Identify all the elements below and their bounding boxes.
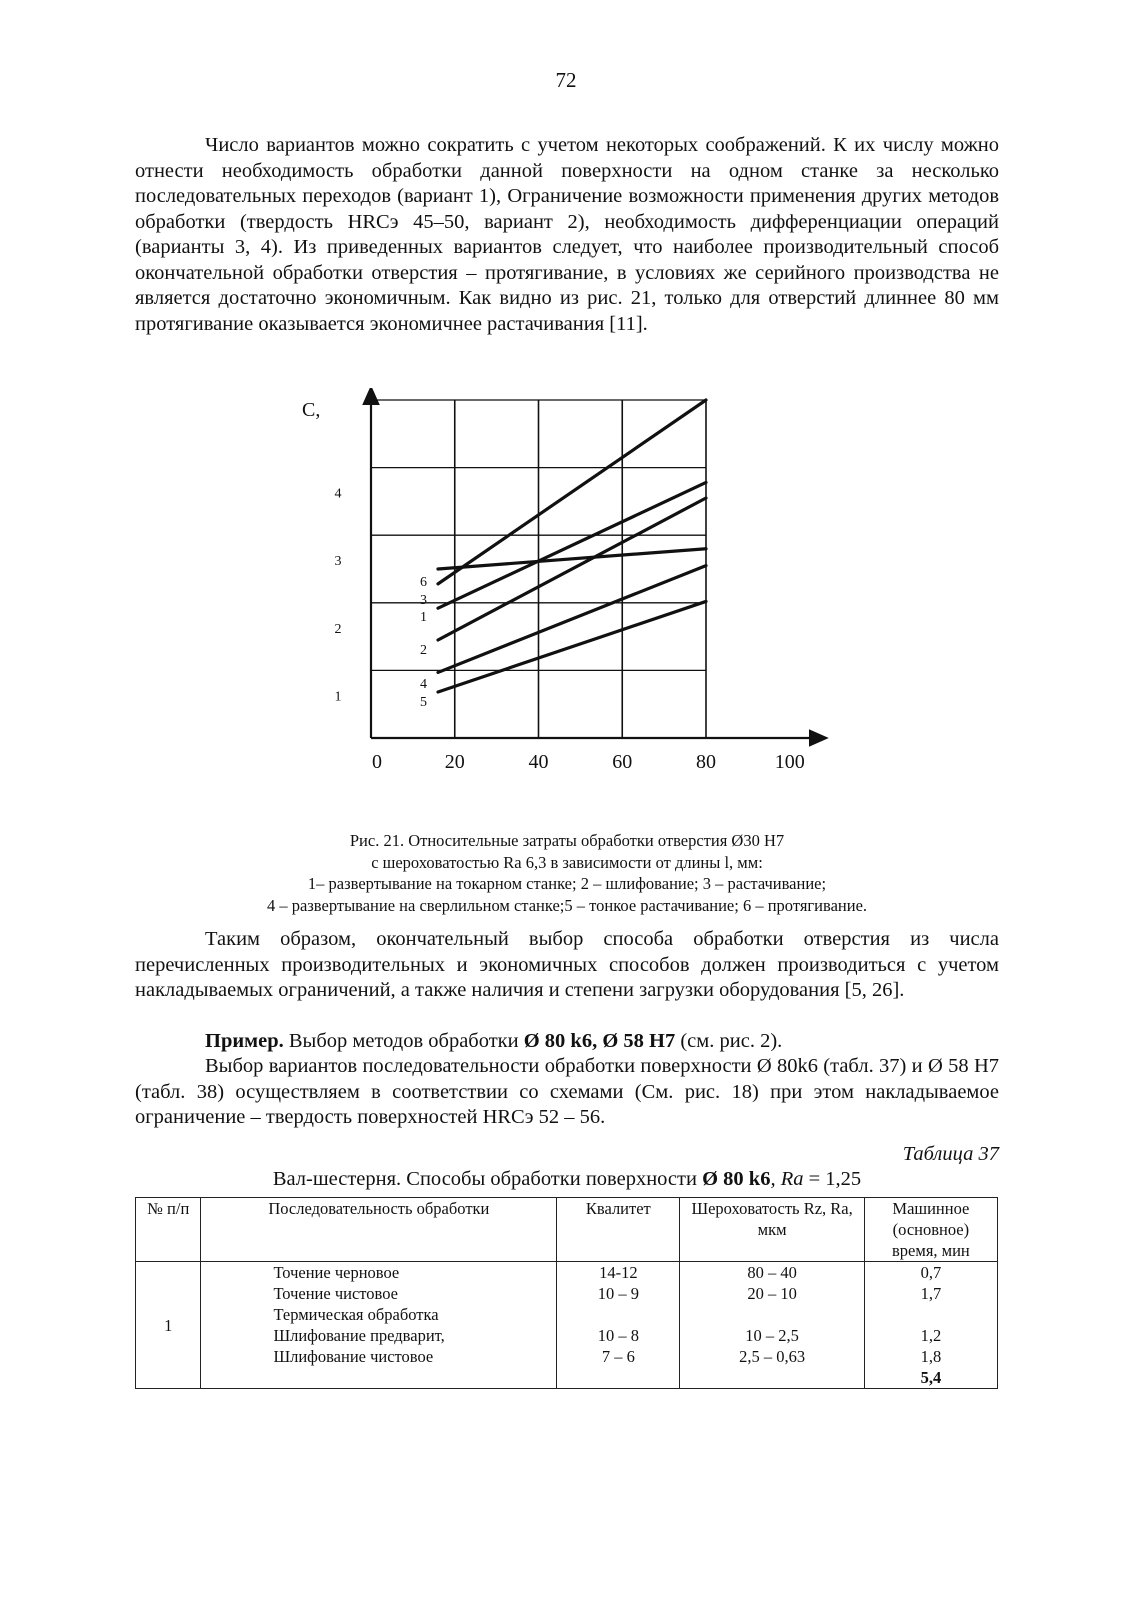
- caption-line-3: 1– развертывание на токарном станке; 2 – шлифование; 3 – растачивание;: [307, 874, 827, 893]
- x-tick-label-60: 60: [612, 751, 633, 773]
- series-label-6: 6: [420, 575, 427, 590]
- y-axis-label: С,: [302, 399, 321, 421]
- table-title-tail: = 1,25: [803, 1168, 862, 1190]
- step-1: Точение черновое: [273, 1263, 400, 1282]
- chart-series: [438, 400, 706, 692]
- time-3: [869, 1304, 993, 1325]
- series-line-3: [438, 400, 706, 584]
- caption-line-2: с шероховатостью Ra 6,3 в зависимости от длины l, мм:: [371, 852, 763, 872]
- roughness-4: 10 – 2,5: [745, 1326, 799, 1345]
- step-3: Термическая обработка: [273, 1305, 439, 1324]
- roughness-5: 2,5 – 0,63: [739, 1347, 806, 1366]
- series-label-3: 3: [420, 593, 427, 608]
- x-tick-label-40: 40: [528, 751, 549, 773]
- chart-labels: [302, 399, 805, 773]
- row-time: [864, 1262, 997, 1389]
- methods-table: [135, 1197, 998, 1389]
- table-header-row: [136, 1198, 998, 1262]
- roughness-3: [684, 1304, 859, 1325]
- y-tick-label-4: 4: [334, 486, 342, 502]
- table-title-italic: , Ra: [770, 1168, 804, 1190]
- y-tick-label-3: 3: [334, 554, 342, 570]
- x-tick-label-80: 80: [696, 751, 716, 773]
- table-row: [136, 1262, 998, 1389]
- time-4: 1,2: [920, 1326, 942, 1345]
- row-num: 1: [136, 1262, 201, 1389]
- time-5: 1,8: [920, 1347, 942, 1366]
- page-number: 72: [555, 68, 577, 92]
- series-label-1: 1: [420, 610, 427, 625]
- x-tick-label-20: 20: [444, 751, 465, 773]
- x-tick-label-100: 100: [774, 751, 805, 773]
- table-title-bold: Ø 80 k6: [702, 1168, 771, 1190]
- header-quality: Квалитет: [557, 1198, 680, 1262]
- roughness-2: 20 – 10: [747, 1284, 797, 1303]
- quality-5: 7 – 6: [601, 1347, 635, 1366]
- example-label: Пример.: [205, 1030, 284, 1052]
- table-title-text: Вал-шестерня. Способы обработки поверхности: [272, 1168, 703, 1190]
- paragraph-intro: Число вариантов можно сократить с учетом некоторых соображений. К их числу можно отнести необходимость обработки данной поверхности на одном станке за несколько последовательных переходов (вариант 1), Ограничение возможности применения других методов обработки (твердость HRCэ 45–50, вариант 2), необходимость дифференциации операций (варианты 3, 4). Из приведенных вариантов следует, что наиболее производительный способ окончательной обработки отверстия – протягивание, в условиях же серийного производства не является достаточно экономичным. Как видно из рис. 21, только для отверстий длиннее 80 мм протягивание оказывается экономичнее растачивания [11].: [135, 134, 999, 335]
- paragraph-example: [135, 1029, 999, 1055]
- step-2: Точение чистовое: [273, 1284, 398, 1303]
- series-label-5: 5: [420, 695, 427, 710]
- example-dimensions: Ø 80 k6, Ø 58 H7: [523, 1030, 676, 1052]
- example-text: Выбор методов обработки: [283, 1030, 524, 1052]
- time-2: 1,7: [920, 1284, 942, 1303]
- chart-svg: [280, 388, 840, 798]
- paragraph-variants: Выбор вариантов последовательности обработки поверхности Ø 80k6 (табл. 37) и Ø 58 H7 (табл. 38) осуществляем в соответствии со схемами (См. рис. 18) при этом накладываемое ограничение – твердость поверхностей HRCэ 52 – 56.: [135, 1055, 999, 1128]
- quality-3: [561, 1304, 675, 1325]
- paragraph-conclusion: Таким образом, окончательный выбор способа обработки отверстия из числа перечисленных производительных и экономичных способов должен производиться с учетом накладываемых ограничений, а также наличия и степени загрузки оборудования [5, 26].: [135, 928, 999, 1001]
- series-line-1: [438, 482, 706, 608]
- y-tick-label-1: 1: [334, 689, 342, 705]
- series-line-5: [438, 601, 706, 692]
- table-label: Таблица 37: [902, 1143, 999, 1165]
- example-tail: (см. рис. 2).: [675, 1030, 783, 1052]
- caption-line-4: 4 – развертывание на сверлильном станке;5 – тонкое растачивание; 6 – протягивание.: [266, 895, 868, 915]
- series-line-6: [438, 549, 706, 569]
- y-tick-label-2: 2: [334, 621, 342, 637]
- header-num: № п/п: [136, 1198, 201, 1262]
- row-steps: [201, 1262, 557, 1389]
- series-label-4: 4: [420, 677, 427, 692]
- header-time: Машинное (основное) время, мин: [864, 1198, 997, 1262]
- x-tick-label-0: 0: [372, 751, 382, 773]
- step-4: Шлифование предварит,: [273, 1326, 445, 1345]
- header-roughness: Шероховатость Rz, Ra, мкм: [680, 1198, 864, 1262]
- step-5: Шлифование чистовое: [273, 1347, 434, 1366]
- time-1: 0,7: [920, 1263, 942, 1282]
- quality-4: 10 – 8: [597, 1326, 639, 1345]
- header-sequence: Последовательность обработки: [201, 1198, 557, 1262]
- chart-axes: [371, 394, 820, 738]
- roughness-1: 80 – 40: [747, 1263, 797, 1282]
- quality-1: 14-12: [599, 1263, 638, 1282]
- figure-21-chart: [280, 388, 840, 798]
- quality-2: 10 – 9: [597, 1284, 639, 1303]
- time-total: 5,4: [920, 1368, 942, 1387]
- series-label-2: 2: [420, 643, 427, 658]
- figure-caption: [135, 830, 999, 916]
- row-roughness: [680, 1262, 864, 1389]
- table-title: [135, 1168, 999, 1191]
- row-quality: [557, 1262, 680, 1389]
- caption-line-1: Рис. 21. Относительные затраты обработки отверстия Ø30 Н7: [349, 831, 785, 850]
